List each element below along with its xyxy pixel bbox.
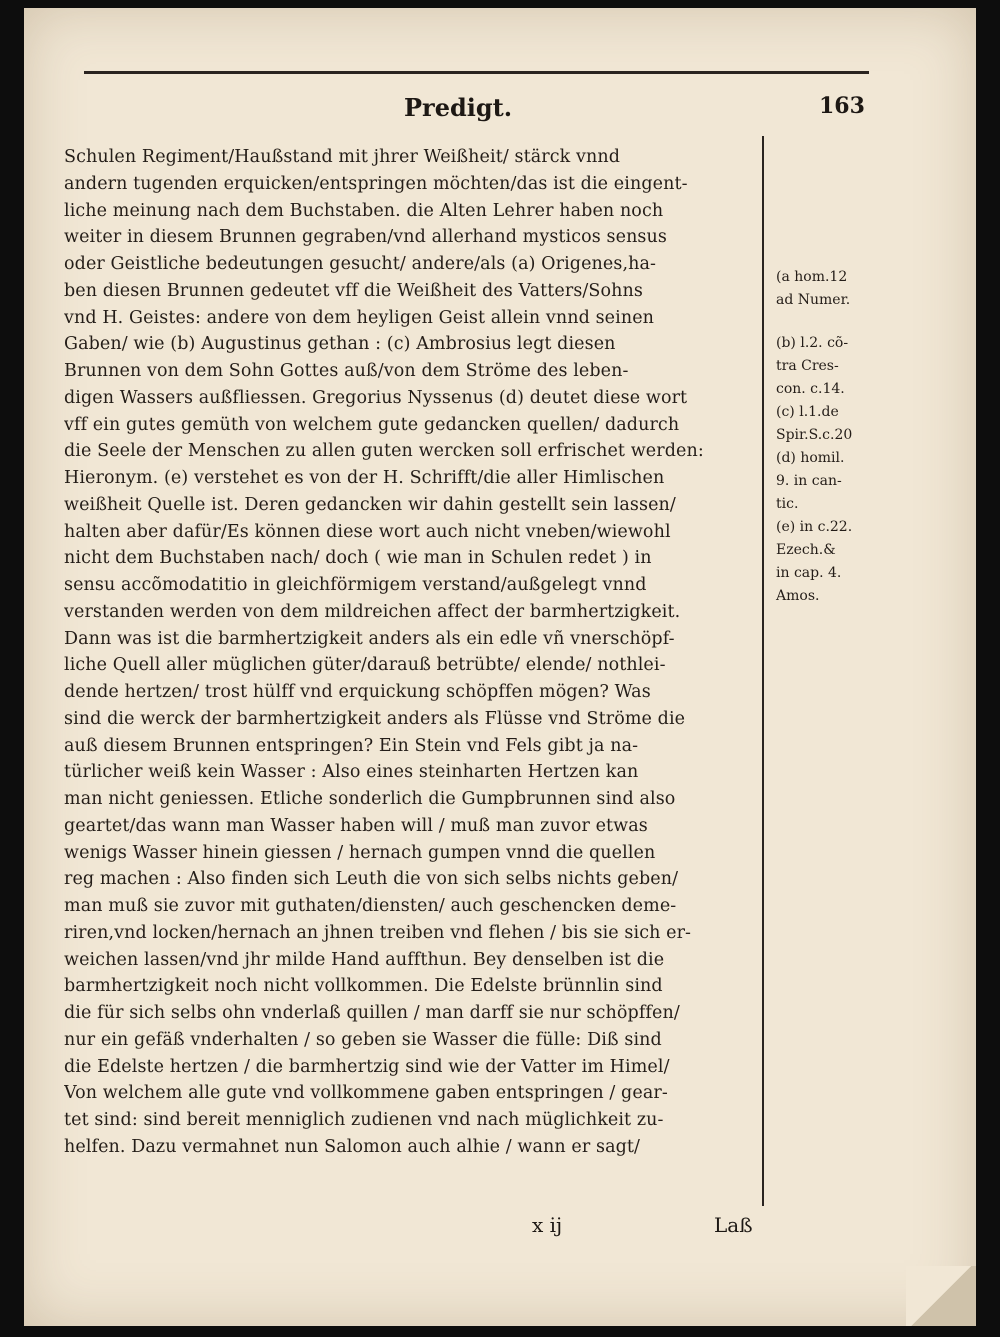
marginal-spacer [776, 312, 886, 332]
marginal-note: con. c.14. [776, 381, 845, 397]
marginal-note: 9. in can- [776, 473, 842, 489]
signature-mark: x ij [532, 1213, 563, 1237]
marginal-note: Ezech.& [776, 542, 836, 558]
marginal-note: tic. [776, 496, 799, 512]
text-line: oder Geistliche bedeutungen gesucht/ andere/als (a) Origenes,ha- [64, 254, 657, 274]
text-line: nur ein gefäß vnderhalten / so geben sie Wasser die fülle: Diß sind [64, 1029, 662, 1050]
text-line: man muß sie zuvor mit guthaten/diensten/ auch geschencken deme- [64, 896, 677, 916]
marginal-note: (b) l.2. cõ- [776, 335, 849, 351]
marginal-note: Amos. [776, 588, 820, 604]
text-line: die Edelste hertzen / die barmhertzig sind wie der Vatter im Himel/ [64, 1056, 670, 1077]
running-title: Predigt. [404, 93, 513, 122]
text-line: Dann was ist die barmhertzigkeit anders als ein edle vñ vnerschöpf- [64, 628, 675, 649]
marginal-note: tra Cres- [776, 358, 839, 374]
text-line: Hieronym. (e) verstehet es von der H. Schrifft/die aller Himlischen [64, 468, 665, 488]
text-line: riren,vnd locken/hernach an jhnen treiben vnd flehen / bis sie sich er- [64, 922, 692, 943]
marginal-note: (d) homil. [776, 450, 845, 466]
marginal-note: ad Numer. [776, 292, 851, 308]
text-line: digen Wassers außfliessen. Gregorius Nyssenus (d) deutet diese wort [64, 387, 688, 408]
text-line: weiter in diesem Brunnen gegraben/vnd allerhand mysticos sensus [64, 227, 667, 248]
text-line: ben diesen Brunnen gedeutet vff die Weißheit des Vatters/Sohns [64, 280, 643, 301]
text-line: liche meinung nach dem Buchstaben. die Alten Lehrer haben noch [64, 200, 664, 221]
text-line: geartet/das wann man Wasser haben will / muß man zuvor etwas [64, 815, 648, 836]
text-line: tet sind: sind bereit menniglich zudienen vnd nach müglichkeit zu- [64, 1110, 664, 1130]
page-number: 163 [819, 93, 865, 119]
text-line: andern tugenden erquicken/entspringen möchten/das ist die eingent- [64, 173, 688, 194]
text-line: Von welchem alle gute vnd vollkommene gaben entspringen / gear- [64, 1083, 668, 1104]
catchword: Laß [714, 1213, 753, 1237]
text-line: liche Quell aller müglichen güter/darauß betrübte/ elende/ nothlei- [64, 655, 666, 676]
text-line: vnd H. Geistes: andere von dem heyligen Geist allein vnnd seinen [64, 307, 655, 328]
text-line: wenigs Wasser hinein giessen / hernach gumpen vnnd die quellen [64, 842, 656, 863]
text-line: halten aber dafür/Es können diese wort auch nicht vneben/wiewohl [64, 521, 671, 542]
text-line: vff ein gutes gemüth von welchem gute gedancken quellen/ dadurch [64, 414, 680, 435]
text-line: nicht dem Buchstaben nach/ doch ( wie man in Schulen redet ) in [64, 548, 652, 569]
text-line: auß diesem Brunnen entspringen? Ein Stein vnd Fels gibt ja na- [64, 735, 639, 756]
text-line: die Seele der Menschen zu allen guten wercken soll erfrischet werden: [64, 441, 704, 462]
text-line: türlicher weiß kein Wasser : Also eines steinharten Hertzen kan [64, 762, 639, 783]
text-line: Brunnen von dem Sohn Gottes auß/von dem Ströme des leben- [64, 361, 629, 381]
text-line: Gaben/ wie (b) Augustinus gethan : (c) Ambrosius legt diesen [64, 334, 616, 355]
marginal-note: (e) in c.22. [776, 519, 853, 535]
book-page [24, 8, 976, 1326]
text-line: verstanden werden von dem mildreichen affect der barmhertzigkeit. [64, 601, 681, 622]
text-line: dende hertzen/ trost hülff vnd erquickung schöpffen mögen? Was [64, 682, 651, 702]
main-text-column [64, 144, 754, 1161]
marginal-notes [776, 266, 886, 608]
text-line: sensu accõmodatitio in gleichförmigem verstand/außgelegt vnnd [64, 575, 647, 595]
text-line: die für sich selbs ohn vnderlaß quillen / man darff sie nur schöpffen/ [64, 1003, 680, 1023]
header-rule [84, 71, 869, 74]
text-line: sind die werck der barmhertzigkeit anders als Flüsse vnd Ströme die [64, 708, 686, 729]
marginal-note: Spir.S.c.20 [776, 427, 853, 443]
marginal-note: (c) l.1.de [776, 404, 839, 420]
text-line: Schulen Regiment/Haußstand mit jhrer Weißheit/ stärck vnnd [64, 147, 620, 167]
text-line: weichen lassen/vnd jhr milde Hand auffthun. Bey denselben ist die [64, 949, 665, 970]
text-line: barmhertzigkeit noch nicht vollkommen. Die Edelste brünnlin sind [64, 976, 663, 997]
marginal-note: in cap. 4. [776, 565, 842, 581]
text-line: helfen. Dazu vermahnet nun Salomon auch alhie / wann er sagt/ [64, 1136, 641, 1157]
marginal-note: (a hom.12 [776, 269, 848, 285]
margin-rule [762, 136, 764, 1206]
text-line: man nicht geniessen. Etliche sonderlich die Gumpbrunnen sind also [64, 789, 676, 809]
page-corner-fold [906, 1266, 976, 1326]
text-line: reg machen : Also finden sich Leuth die von sich selbs nichts geben/ [64, 869, 679, 890]
text-line: weißheit Quelle ist. Deren gedancken wir dahin gestellt sein lassen/ [64, 494, 676, 515]
